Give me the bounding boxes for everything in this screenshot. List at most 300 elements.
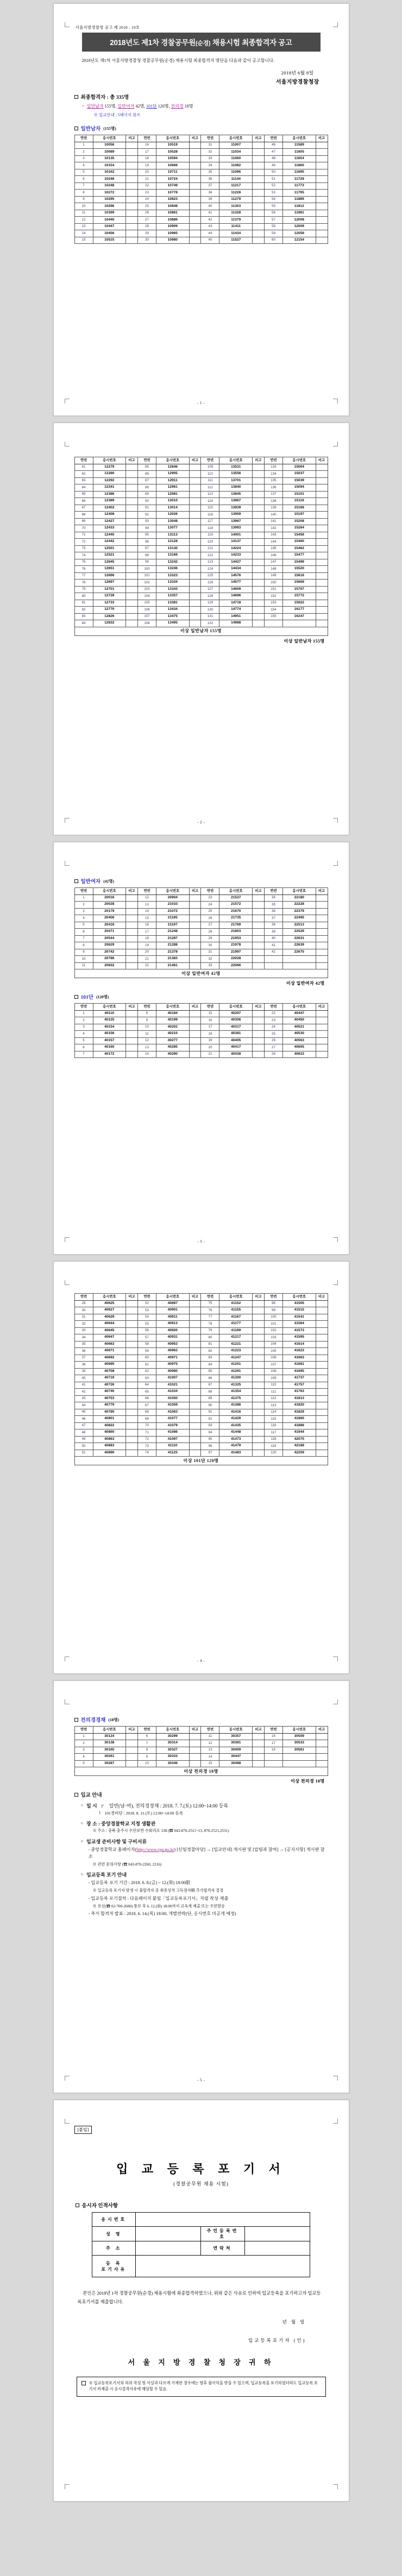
cell-exam-number: 13166 — [156, 552, 190, 559]
cell-remarks — [126, 620, 138, 627]
cell-remarks — [126, 1395, 138, 1402]
cell-exam-number: 12911 — [156, 477, 190, 484]
cell-serial: 117 — [264, 1429, 282, 1437]
cell-exam-number: 41221 — [219, 1341, 253, 1348]
cell-exam-number: 13334 — [156, 580, 190, 587]
cell-exam-number: 14576 — [219, 572, 253, 580]
column-header-bi: 비고 — [126, 1727, 138, 1734]
cell-remarks — [189, 237, 201, 244]
cell-remarks — [316, 498, 328, 505]
column-header-no: 연번 — [201, 1004, 219, 1011]
cell-remarks — [126, 908, 138, 915]
cell-exam-number — [282, 962, 316, 969]
column-header-num: 응시번호 — [219, 457, 253, 464]
cell-remarks — [253, 1747, 265, 1754]
cpa-website-link[interactable]: http://www.cpa.go.kr — [136, 1847, 174, 1853]
table-row — [74, 915, 328, 922]
cell-remarks — [189, 600, 201, 607]
cell-serial: 9 — [137, 1017, 156, 1024]
table-row — [74, 545, 328, 552]
cell-exam-number: 41325 — [219, 1382, 253, 1389]
cell-serial: 82 — [201, 1348, 219, 1355]
cell-exam-number: 40971 — [156, 1355, 190, 1362]
table-row — [74, 142, 328, 149]
cell-remarks — [316, 230, 328, 237]
guide-prep-label: 입교생 준비사항 및 구비서류 — [86, 1839, 147, 1845]
square-bullet-icon — [74, 95, 78, 99]
column-header-no: 연번 — [74, 135, 93, 142]
cell-exam-number: 13357 — [156, 593, 190, 600]
summary-breakdown — [82, 103, 328, 118]
cell-remarks — [189, 1010, 201, 1017]
cell-serial: 81 — [201, 1341, 219, 1348]
cell-remarks — [253, 491, 265, 498]
guide-place-label: 장 소 : 중앙경찰학교 지정 생활관 — [86, 1821, 156, 1827]
cell-exam-number: 40156 — [93, 1031, 126, 1038]
cell-serial: 113 — [201, 491, 219, 498]
table-row — [74, 1341, 328, 1348]
cell-remarks — [126, 1443, 138, 1450]
cell-exam-number: 41860 — [282, 1416, 316, 1423]
cell-serial: 40 — [74, 1375, 93, 1382]
cell-exam-number: 13128 — [156, 539, 190, 546]
crop-mark-icon — [333, 861, 338, 866]
cell-serial: 45 — [74, 1409, 93, 1416]
cell-serial: 91 — [201, 1409, 219, 1416]
cell-serial: 100 — [137, 566, 156, 573]
cell-serial: 12 — [74, 217, 93, 224]
cell-serial: 28 — [201, 929, 219, 936]
cell-serial: 92 — [201, 1416, 219, 1423]
cell-exam-number: 12402 — [93, 505, 126, 512]
cell-serial: 149 — [264, 572, 282, 580]
cell-remarks — [189, 491, 201, 498]
cell-exam-number: 40277 — [156, 1037, 190, 1044]
square-bullet-icon — [81, 2381, 86, 2385]
cell-serial: 100 — [264, 1314, 282, 1321]
cell-exam-number: 12826 — [93, 613, 126, 620]
cell-remarks — [253, 512, 265, 519]
unit101-link[interactable]: 101단 — [146, 104, 157, 109]
cell-exam-number: 30409 — [219, 1747, 253, 1754]
cell-remarks — [253, 1314, 265, 1321]
square-bullet-icon — [74, 995, 78, 999]
table-row — [74, 1327, 328, 1334]
cell-remarks — [189, 142, 201, 149]
cell-remarks — [189, 1389, 201, 1396]
cell-remarks — [253, 539, 265, 546]
guide-prep-contact: ※ 관련 문의사항 (☎ 043-870-2260, 2216) — [92, 1862, 162, 1867]
cell-serial: 13 — [201, 1747, 219, 1754]
cell-remarks — [253, 956, 265, 963]
cell-exam-number: 11279 — [219, 196, 253, 203]
cell-exam-number: 12696 — [93, 572, 126, 580]
cell-remarks — [253, 498, 265, 505]
table-row — [74, 935, 328, 942]
cell-serial — [264, 620, 282, 627]
cell-exam-number: 40753 — [93, 1395, 126, 1402]
section-heading-unit101 — [74, 993, 328, 1000]
cell-exam-number: 22066 — [219, 962, 253, 969]
cell-exam-number: 40625 — [93, 1300, 126, 1307]
cell-remarks — [253, 1450, 265, 1457]
cell-remarks — [126, 223, 138, 230]
cell-exam-number: 40897 — [156, 1300, 190, 1307]
guide-prep-pre: - 중앙경찰학교 홈페이지( — [88, 1847, 137, 1853]
cell-remarks — [316, 176, 328, 183]
table-row — [74, 518, 328, 525]
cell-serial: 59 — [137, 1348, 156, 1355]
cell-exam-number: 40931 — [156, 1334, 190, 1341]
cell-remarks — [253, 1733, 265, 1740]
section-label-male: 일반남자 — [80, 127, 101, 133]
cell-serial: 10 — [74, 956, 93, 963]
field-value-reason[interactable] — [136, 2256, 310, 2277]
cell-serial: 6 — [74, 929, 93, 936]
cell-serial: 23 — [264, 1017, 282, 1024]
cell-serial: 34 — [201, 162, 219, 169]
cell-remarks — [316, 572, 328, 580]
field-label-reason — [92, 2256, 136, 2277]
cell-exam-number: 30299 — [156, 1733, 190, 1740]
cell-exam-number: 21248 — [156, 929, 190, 936]
cell-serial: 105 — [264, 1348, 282, 1355]
cell-exam-number: 30333 — [156, 1754, 190, 1761]
cell-serial: 42 — [264, 949, 282, 956]
cell-remarks — [253, 1010, 265, 1017]
cell-exam-number: 40160 — [93, 1044, 126, 1051]
section-heading-female — [74, 877, 328, 885]
cell-remarks — [316, 1307, 328, 1314]
cell-remarks — [253, 1321, 265, 1328]
cell-serial: 36 — [74, 1348, 93, 1355]
cell-exam-number: 21033 — [156, 902, 190, 909]
cell-serial: 43 — [201, 223, 219, 230]
cell-remarks — [316, 1443, 328, 1450]
cell-serial: 43 — [74, 1395, 93, 1402]
crop-mark-icon — [65, 22, 70, 27]
male-link[interactable]: 일반남자 — [86, 104, 104, 109]
cell-exam-number: 10823 — [156, 196, 190, 203]
cell-remarks — [316, 1334, 328, 1341]
cell-remarks — [189, 505, 201, 512]
cell-serial: 24 — [264, 1024, 282, 1031]
cell-remarks — [253, 477, 265, 484]
cell-exam-number: 41813 — [282, 1395, 316, 1402]
cell-exam-number: 20028 — [93, 902, 126, 909]
field-value-rrn[interactable] — [244, 2227, 310, 2241]
cell-exam-number: 40913 — [156, 1321, 190, 1328]
cell-exam-number: 12341 — [93, 484, 126, 492]
cell-serial: 127 — [201, 586, 219, 593]
cell-exam-number — [282, 1754, 316, 1761]
section-label-jeonuigyeong: 전의경경채 — [80, 1718, 106, 1723]
cell-serial: 27 — [201, 922, 219, 929]
cell-remarks — [189, 1362, 201, 1369]
cell-serial: 16 — [264, 1733, 282, 1740]
cell-serial: 26 — [201, 915, 219, 922]
cell-serial: 79 — [74, 586, 93, 593]
column-header-no: 연번 — [137, 1004, 156, 1011]
crop-mark-icon — [333, 442, 338, 446]
cell-remarks — [189, 217, 201, 224]
field-value-exam-number[interactable] — [136, 2213, 310, 2227]
column-header-bi: 비고 — [189, 1727, 201, 1734]
cell-serial: 52 — [264, 182, 282, 190]
table-row — [74, 1429, 328, 1437]
cell-remarks — [126, 1024, 138, 1031]
cell-exam-number: 11605 — [282, 149, 316, 156]
cell-remarks — [189, 182, 201, 190]
cell-serial: 60 — [264, 237, 282, 244]
cell-exam-number: 10272 — [93, 190, 126, 197]
square-bullet-icon — [76, 2203, 79, 2207]
cell-remarks — [253, 1402, 265, 1409]
column-header-bi: 비고 — [316, 1004, 328, 1011]
cell-remarks — [316, 142, 328, 149]
cell-remarks — [189, 190, 201, 197]
cell-exam-number: 14696 — [219, 593, 253, 600]
cell-exam-number: 21572 — [219, 902, 253, 909]
cell-remarks — [126, 895, 138, 902]
cell-serial: 63 — [137, 1375, 156, 1382]
column-header-bi: 비고 — [253, 1004, 265, 1011]
column-header-no: 연번 — [74, 1294, 93, 1301]
cell-exam-number: 40172 — [93, 1051, 126, 1058]
cell-remarks — [189, 1422, 201, 1429]
cell-remarks — [189, 1740, 201, 1747]
table-row — [74, 1409, 328, 1416]
cell-exam-number: 20416 — [93, 922, 126, 929]
cell-serial: 11 — [137, 1031, 156, 1038]
cell-serial: 116 — [264, 1422, 282, 1429]
page-number: - 2 - — [197, 820, 205, 824]
cell-exam-number: 41573 — [282, 1327, 316, 1334]
cell-serial: 16 — [201, 1017, 219, 1024]
cell-exam-number: 30327 — [156, 1747, 190, 1754]
table-row — [92, 2213, 310, 2227]
cell-remarks — [316, 962, 328, 969]
cell-exam-number: 40438 — [219, 1051, 253, 1058]
cell-remarks — [126, 1429, 138, 1437]
cell-serial: 102 — [137, 580, 156, 587]
circle-bullet-icon: ○ — [80, 1821, 84, 1826]
crop-mark-icon — [65, 442, 70, 446]
cell-remarks — [189, 176, 201, 183]
table-row — [74, 956, 328, 963]
cell-serial: 61 — [74, 464, 93, 471]
cell-remarks — [253, 169, 265, 176]
cell-serial: 8 — [74, 190, 93, 197]
cell-remarks — [189, 1416, 201, 1423]
cell-serial: 94 — [201, 1429, 219, 1437]
table-row — [74, 1733, 328, 1740]
table-row — [92, 2241, 310, 2256]
table-row — [74, 1314, 328, 1321]
cell-remarks — [316, 902, 328, 909]
female-total-right: 이상 일반여자 42명 — [286, 981, 325, 986]
cell-exam-number: 30357 — [219, 1733, 253, 1740]
cell-remarks — [189, 593, 201, 600]
cell-serial: 56 — [137, 1327, 156, 1334]
cell-remarks — [316, 1382, 328, 1389]
cell-remarks — [253, 580, 265, 587]
cell-exam-number: 41614 — [282, 1341, 316, 1348]
cell-exam-number: 11660 — [282, 162, 316, 169]
cell-remarks — [253, 1327, 265, 1334]
cell-remarks — [126, 1044, 138, 1051]
cell-remarks — [189, 210, 201, 217]
cell-remarks — [189, 539, 201, 546]
jeonuigyeong-link[interactable]: 전의경 — [171, 104, 184, 109]
cell-remarks — [253, 230, 265, 237]
cell-remarks — [316, 1044, 328, 1051]
cell-exam-number: 30261 — [93, 1754, 126, 1761]
table-total-row — [74, 627, 328, 635]
field-value-name[interactable] — [136, 2227, 201, 2241]
cell-exam-number: 20904 — [156, 895, 190, 902]
cell-serial: 55 — [137, 1321, 156, 1328]
table-row — [74, 1450, 328, 1457]
table-row — [74, 566, 328, 573]
cell-exam-number: 11912 — [282, 203, 316, 210]
female-link[interactable]: 일반여자 — [117, 104, 135, 109]
field-value-contact[interactable] — [244, 2241, 310, 2256]
cell-remarks — [126, 169, 138, 176]
cell-remarks — [189, 1334, 201, 1341]
guide-datetime-line2-wrap — [98, 1810, 328, 1816]
cell-exam-number: 40644 — [93, 1321, 126, 1328]
brace-icon: └ — [98, 1811, 101, 1816]
cell-remarks — [253, 142, 265, 149]
cell-remarks — [189, 908, 201, 915]
column-header-bi: 비고 — [126, 457, 138, 464]
cell-remarks — [126, 1409, 138, 1416]
cell-serial: 29 — [201, 935, 219, 942]
cell-remarks — [126, 491, 138, 498]
table-row — [74, 1044, 328, 1051]
cell-remarks — [253, 149, 265, 156]
cell-exam-number: 22028 — [219, 956, 253, 963]
cell-exam-number: 40317 — [219, 1024, 253, 1031]
cell-remarks — [253, 196, 265, 203]
cell-exam-number: 11007 — [219, 142, 253, 149]
column-header-bi: 비고 — [189, 1004, 201, 1011]
column-header-num: 응시번호 — [156, 135, 190, 142]
cell-remarks — [253, 505, 265, 512]
cell-remarks — [189, 1382, 201, 1389]
table-row — [74, 1422, 328, 1429]
cell-serial: 38 — [201, 190, 219, 197]
cell-exam-number — [282, 620, 316, 627]
table-row — [74, 1334, 328, 1341]
cell-serial: 143 — [264, 532, 282, 539]
cell-exam-number: 10399 — [93, 210, 126, 217]
cell-remarks — [316, 1402, 328, 1409]
cell-exam-number: 10154 — [93, 162, 126, 169]
cell-remarks — [126, 196, 138, 203]
cell-serial: 62 — [137, 1368, 156, 1375]
section-count-unit101: (120명) — [96, 994, 109, 999]
cell-serial: 75 — [201, 1300, 219, 1307]
cell-exam-number: 13701 — [219, 477, 253, 484]
cell-serial: 6 — [74, 176, 93, 183]
cell-serial: 21 — [137, 176, 156, 183]
cell-exam-number: 10778 — [156, 190, 190, 197]
cell-remarks — [189, 620, 201, 627]
cell-serial: 72 — [74, 539, 93, 546]
unit101-count: 120명, — [158, 104, 170, 109]
column-header-no: 연번 — [264, 457, 282, 464]
column-header-bi: 비고 — [253, 1294, 265, 1301]
cell-exam-number: 21953 — [219, 935, 253, 942]
column-header-bi: 비고 — [253, 457, 265, 464]
cell-serial: 34 — [264, 895, 282, 902]
cell-serial: 132 — [201, 620, 219, 627]
cell-remarks — [126, 613, 138, 620]
cell-remarks — [316, 607, 328, 614]
column-header-bi: 비고 — [126, 1004, 138, 1011]
cell-serial: 80 — [201, 1334, 219, 1341]
page-title — [82, 33, 321, 52]
cell-serial: 115 — [264, 1416, 282, 1423]
cell-serial: 18 — [137, 935, 156, 942]
table-row — [74, 1416, 328, 1423]
cell-exam-number: 12009 — [282, 223, 316, 230]
cell-serial — [264, 1754, 282, 1761]
cell-remarks — [316, 1375, 328, 1382]
table-header-row — [74, 1727, 328, 1734]
cell-serial: 56 — [264, 210, 282, 217]
guide-prep-post: ) [신임경찰마당] → [입교안내] 게시판 및 [알림과 참여] → [공지사항] 게시판 참조 — [88, 1847, 325, 1859]
cell-exam-number: 10724 — [156, 176, 190, 183]
table-total-row — [74, 1457, 328, 1465]
cell-remarks — [253, 464, 265, 471]
cell-serial: 40 — [264, 935, 282, 942]
cell-remarks — [126, 532, 138, 539]
cell-remarks — [316, 1416, 328, 1423]
cell-serial: 151 — [264, 586, 282, 593]
cell-serial: 13 — [137, 1044, 156, 1051]
cell-exam-number: 21287 — [156, 935, 190, 942]
field-value-address[interactable] — [136, 2241, 201, 2256]
cell-serial: 19 — [137, 162, 156, 169]
cell-exam-number: 41505 — [282, 1300, 316, 1307]
table-row — [74, 593, 328, 600]
table-row — [74, 203, 328, 210]
table-row — [74, 620, 328, 627]
cell-exam-number — [282, 1760, 316, 1767]
cell-serial: 11 — [74, 210, 93, 217]
cell-remarks — [316, 512, 328, 519]
cell-serial: 59 — [264, 230, 282, 237]
cell-remarks — [126, 162, 138, 169]
cell-serial: 142 — [264, 525, 282, 532]
cell-serial: 38 — [74, 1362, 93, 1369]
female-count: 42명, — [135, 104, 146, 109]
cell-remarks — [189, 512, 201, 519]
cell-remarks — [253, 1348, 265, 1355]
cell-remarks — [126, 1402, 138, 1409]
cell-remarks — [316, 484, 328, 492]
cell-exam-number: 10447 — [93, 223, 126, 230]
cell-exam-number: 11589 — [282, 142, 316, 149]
cell-remarks — [253, 962, 265, 969]
cell-exam-number: 21670 — [219, 908, 253, 915]
square-bullet-icon — [74, 127, 78, 130]
cell-remarks — [126, 962, 138, 969]
cell-exam-number: 40605 — [282, 1044, 316, 1051]
